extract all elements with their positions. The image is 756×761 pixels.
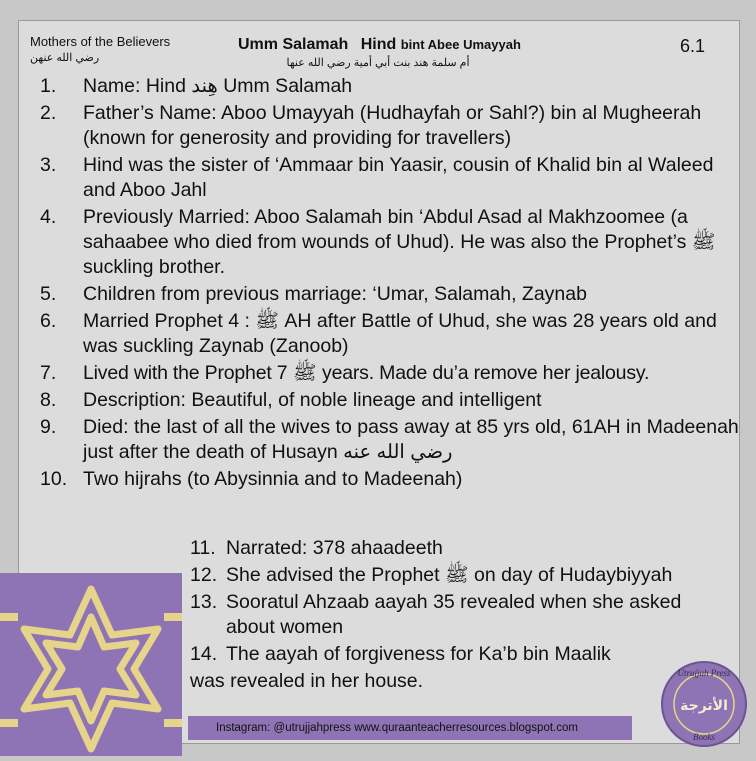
list-item (40, 282, 740, 307)
item-text: She advised the Prophet ﷺ on day of Hudaybiyyah (226, 564, 673, 586)
item-text: Previously Married: Aboo Salamah bin ‘Abdul Asad al Makhzoomee (a sahaabee who died from wounds of Uhud). He was also the Prophet’s ﷺ suckling brother. (83, 206, 716, 278)
facts-sublist (190, 536, 730, 694)
list-item (190, 642, 730, 667)
item-text: Name: Hind هِند Umm Salamah (83, 75, 353, 97)
title-part3: bint Abee Umayyah (400, 37, 521, 52)
item-number: 13. (190, 591, 218, 613)
item-number: 11. (190, 537, 216, 559)
item-text: Narrated: 378 ahaadeeth (226, 537, 443, 559)
item-text: Married Prophet ﷺ : 4 AH after Battle of Uhud, she was 28 years old and was suckling Zaynab (Zanoob) (83, 310, 717, 357)
list-item (190, 536, 730, 561)
item-number: 12. (190, 564, 218, 586)
list-item (40, 205, 740, 280)
item-number: 5. (40, 283, 57, 305)
item-text: Children from previous marriage: ‘Umar, Salamah, Zaynab (83, 283, 587, 305)
page-number: 6.1 (680, 36, 706, 56)
footer-bar (188, 716, 632, 740)
list-item (40, 101, 740, 151)
list-item (40, 388, 740, 413)
star-ornament-icon (0, 573, 182, 756)
item-number: 1. (40, 75, 57, 97)
title-part1: Umm Salamah (238, 36, 349, 53)
page-title (238, 36, 521, 54)
list-item (40, 74, 740, 99)
list-item (40, 153, 740, 203)
logo-bottom-text: Books (693, 732, 715, 742)
item-text: Lived with the Prophet ﷺ 7 years. Made du’a remove her jealousy. (83, 362, 650, 384)
list-item (40, 415, 740, 465)
item-number: 9. (40, 416, 57, 438)
item-number: 6. (40, 310, 57, 332)
list-item (40, 361, 740, 386)
list-item (190, 590, 730, 640)
title-part2: Hind (360, 36, 397, 53)
item-text: Sooratul Ahzaab aayah 35 revealed when she asked about women (226, 591, 682, 638)
series-label: Mothers of the Believers (30, 34, 171, 49)
item-number: 14. (190, 643, 218, 665)
item-number: 7. (40, 362, 57, 384)
publisher-logo (660, 660, 748, 748)
item-text: The aayah of forgiveness for Ka’b bin Maalik (226, 643, 611, 665)
item-number: 10. (40, 468, 68, 490)
item-number: 4. (40, 206, 57, 228)
logo-arabic-text: الأترجة (680, 698, 728, 714)
list-item (40, 467, 740, 492)
facts-list (40, 74, 740, 494)
series-arabic: رضي الله عنهن (30, 52, 100, 64)
title-arabic: أم سلمة هند بنت أبي أمية رضي الله عنها (286, 57, 470, 69)
item-text: Two hijrahs (to Abysinnia and to Madeenah) (83, 468, 463, 490)
item-number: 8. (40, 389, 57, 411)
list-item (40, 309, 740, 359)
item-number: 2. (40, 102, 57, 124)
list-item (190, 563, 730, 588)
item-text: Father’s Name: Aboo Umayyah (Hudhayfah or Sahl?) bin al Mugheerah (known for generosity and providing for travellers) (83, 102, 702, 149)
item-continuation: was revealed in her house. (190, 670, 424, 692)
item-text: Hind was the sister of ‘Ammaar bin Yaasir, cousin of Khalid bin al Waleed and Aboo Jahl (83, 154, 714, 201)
utrujjah-logo-icon (660, 660, 748, 748)
item-text: Description: Beautiful, of noble lineage and intelligent (83, 389, 542, 411)
ornament-panel (0, 573, 182, 756)
item-text: Died: the last of all the wives to pass away at 85 yrs old, 61AH in Madeenah just after the death of Husayn رضي الله عنه (83, 416, 739, 463)
footer-text: Instagram: @utrujjahpress www.quraanteacherresources.blogspot.com (216, 722, 578, 734)
logo-top-text: Utrujjah Press (677, 668, 731, 678)
item-number: 3. (40, 154, 57, 176)
